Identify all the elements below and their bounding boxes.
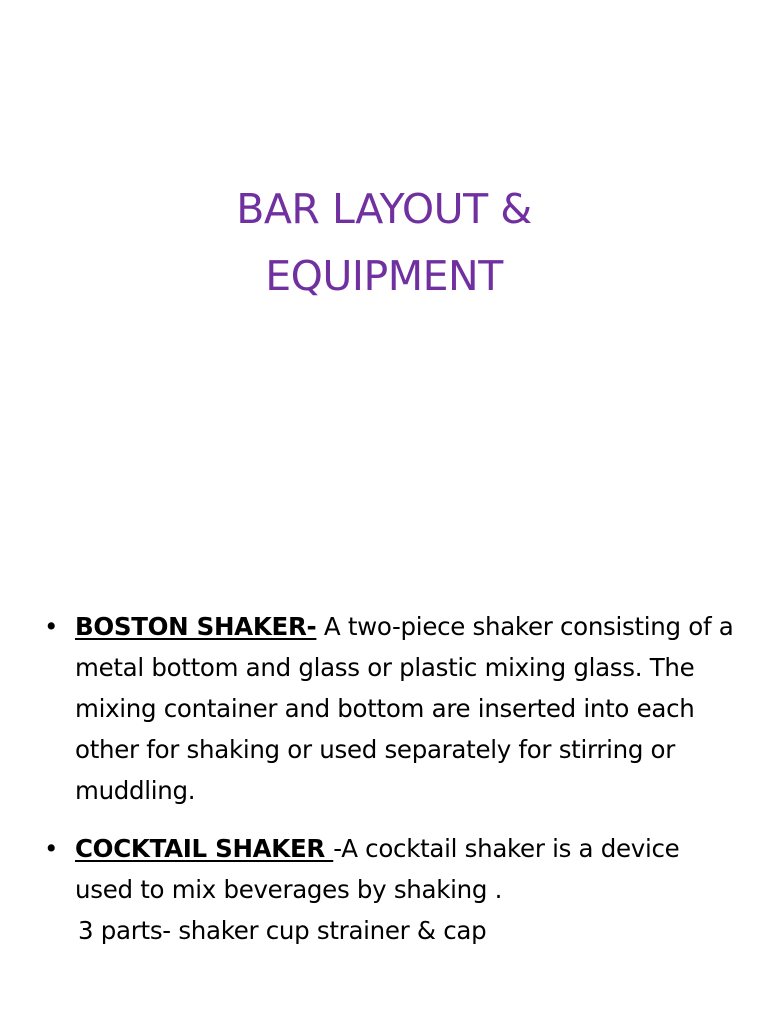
bullet-term: BOSTON SHAKER-	[75, 612, 317, 641]
slide-title	[0, 176, 768, 310]
bullet-text: A two-piece shaker consisting of a metal bottom and glass or plastic mixing glass. The mixing container and bottom are inserted into each other for shaking or used separately for stirring or muddling.	[75, 612, 734, 805]
bullet-item-boston-shaker	[44, 606, 744, 811]
slide-title-line-2: EQUIPMENT	[265, 252, 503, 300]
bullet-term: COCKTAIL SHAKER	[75, 834, 334, 863]
bullet-text: -A cocktail shaker is a device used to mix beverages by shaking .	[75, 834, 680, 904]
bullet-list	[44, 606, 744, 951]
bullet-marker: •	[44, 612, 59, 641]
bullet-marker: •	[44, 834, 59, 863]
bullet-extra-text: 3 parts- shaker cup strainer & cap	[78, 916, 487, 945]
slide-title-line-1: BAR LAYOUT &	[236, 185, 532, 233]
bullet-item-cocktail-shaker	[44, 828, 744, 951]
